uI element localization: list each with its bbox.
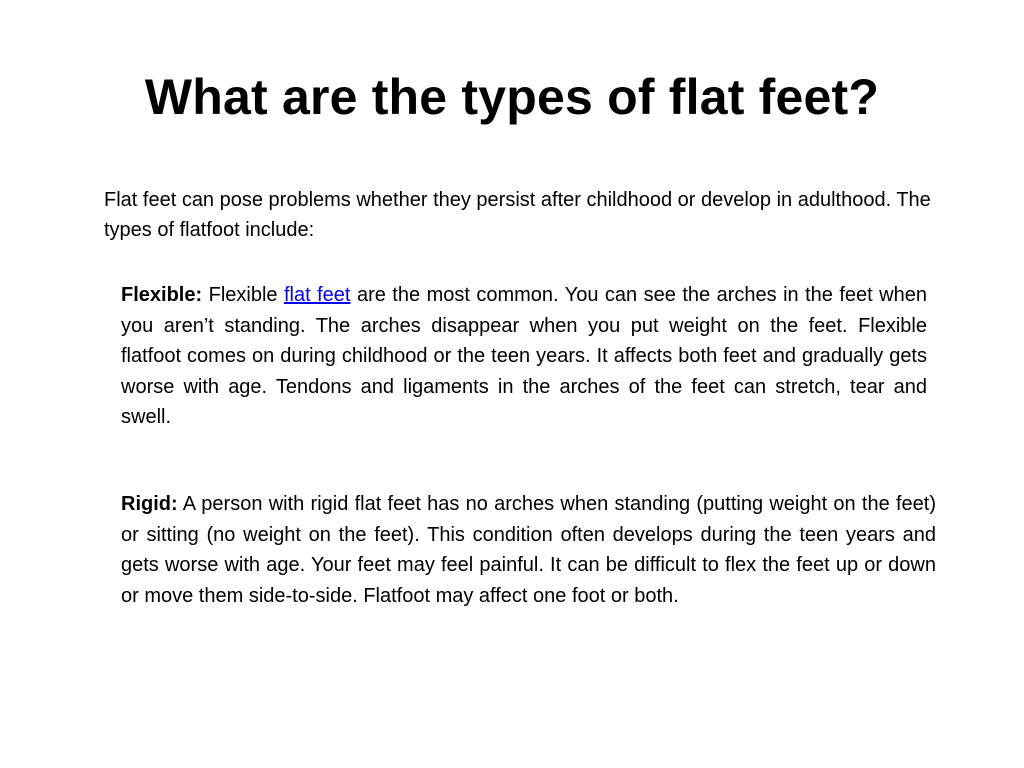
rigid-term: Rigid: bbox=[121, 493, 178, 515]
rigid-text: A person with rigid flat feet has no arches when standing (putting weight on the feet) or sitting (no weight on the feet). This condition often develops during the teen years and gets worse with age. Your feet may feel painful. It can be difficult to flex the feet up or down or move them side-to-side. Flatfoot may affect one foot or both. bbox=[121, 493, 936, 607]
slide-title: What are the types of flat feet? bbox=[144, 69, 880, 125]
rigid-paragraph bbox=[121, 489, 936, 611]
flexible-text-before: Flexible bbox=[202, 284, 284, 306]
intro-paragraph: Flat feet can pose problems whether they persist after childhood or develop in adulthood. The types of flatfoot include: bbox=[104, 189, 931, 241]
flexible-paragraph bbox=[121, 280, 927, 433]
flexible-term: Flexible: bbox=[121, 284, 203, 306]
flexible-text-after: are the most common. You can see the arches in the feet when you aren’t standing. The arches disappear when you put weight on the feet. Flexible flatfoot comes on during childhood or the teen years. It affects both feet and gradually gets worse with age. Tendons and ligaments in the arches of the feet can stretch, tear and swell. bbox=[121, 284, 927, 428]
flat-feet-link[interactable]: flat feet bbox=[283, 284, 351, 306]
